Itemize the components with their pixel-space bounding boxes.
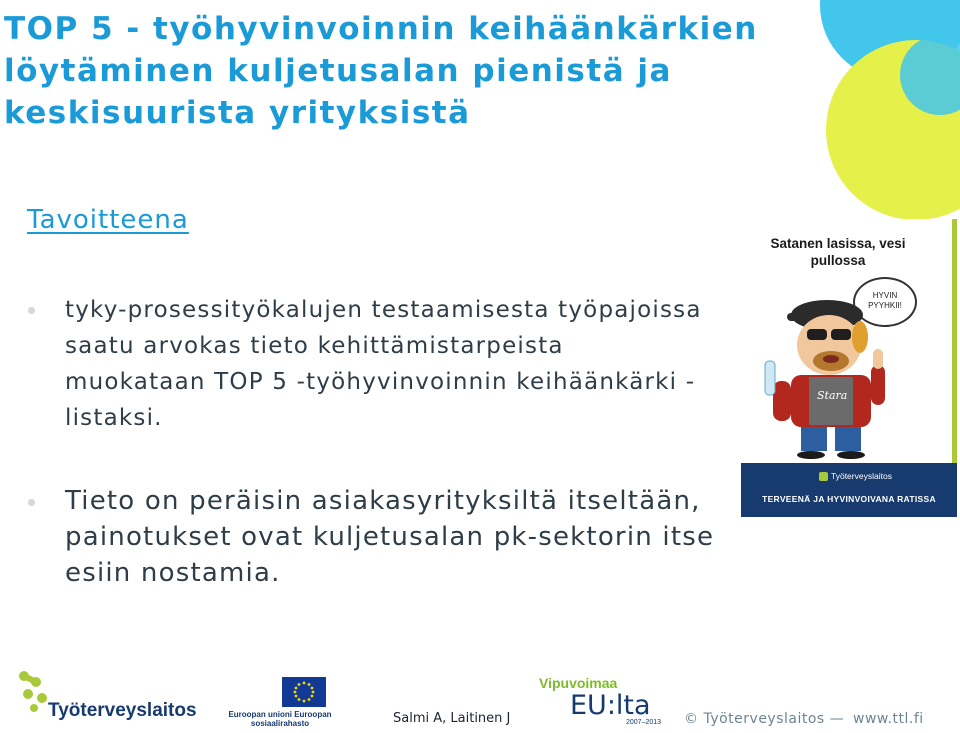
speech-bubble: HYVIN PYYHKII!	[853, 277, 917, 327]
bullet-item-1: tyky-prosessityökalujen testaamisesta työpajoissa saatu arvokas tieto kehittämistarpeista muokataan TOP 5 -työhyvinvoinnin keihäänkärki -listaksi.	[26, 292, 705, 436]
author-credit: Salmi A, Laitinen J	[393, 711, 511, 726]
poster-logo: Työterveyslaitos	[819, 471, 892, 481]
vipuvoimaa-title: Vipuvoimaa	[539, 675, 618, 691]
bullet-item-2: Tieto on peräisin asiakasyrityksiltä itseltään, painotukset ovat kuljetusalan pk-sektorin itse esiin nostamia.	[26, 483, 765, 591]
bullet-list	[26, 292, 756, 591]
slide-title: TOP 5 - työhyvinvoinnin keihäänkärkien löytäminen kuljetusalan pienistä ja keskisuurista yrityksistä	[4, 11, 758, 131]
poster-content	[741, 219, 952, 463]
poster-tagline: TERVEENÄ JA HYVINVOIVANA RATISSA	[762, 494, 936, 504]
eu-flag-icon	[282, 677, 326, 707]
campaign-poster	[741, 219, 957, 517]
copyright-text: © Työterveyslaitos —	[684, 711, 845, 727]
website-link[interactable]: www.ttl.fi	[853, 711, 924, 727]
eu-label: Euroopan unioni Euroopan sosiaalirahasto	[228, 710, 332, 728]
shirt-text: Stara	[817, 389, 848, 402]
vipuvoimaa-eu: EU:lta	[570, 690, 651, 721]
slide-subtitle: Tavoitteena	[27, 205, 189, 235]
ttl-logo-text: Työterveyslaitos	[48, 700, 197, 721]
vipuvoimaa-years: 2007–2013	[626, 719, 662, 726]
poster-headline: Satanen lasissa, vesi pullossa	[770, 236, 906, 268]
ttl-logo-icon	[819, 472, 828, 481]
poster-footer-band	[741, 463, 957, 517]
driver-character-illustration	[759, 289, 909, 459]
